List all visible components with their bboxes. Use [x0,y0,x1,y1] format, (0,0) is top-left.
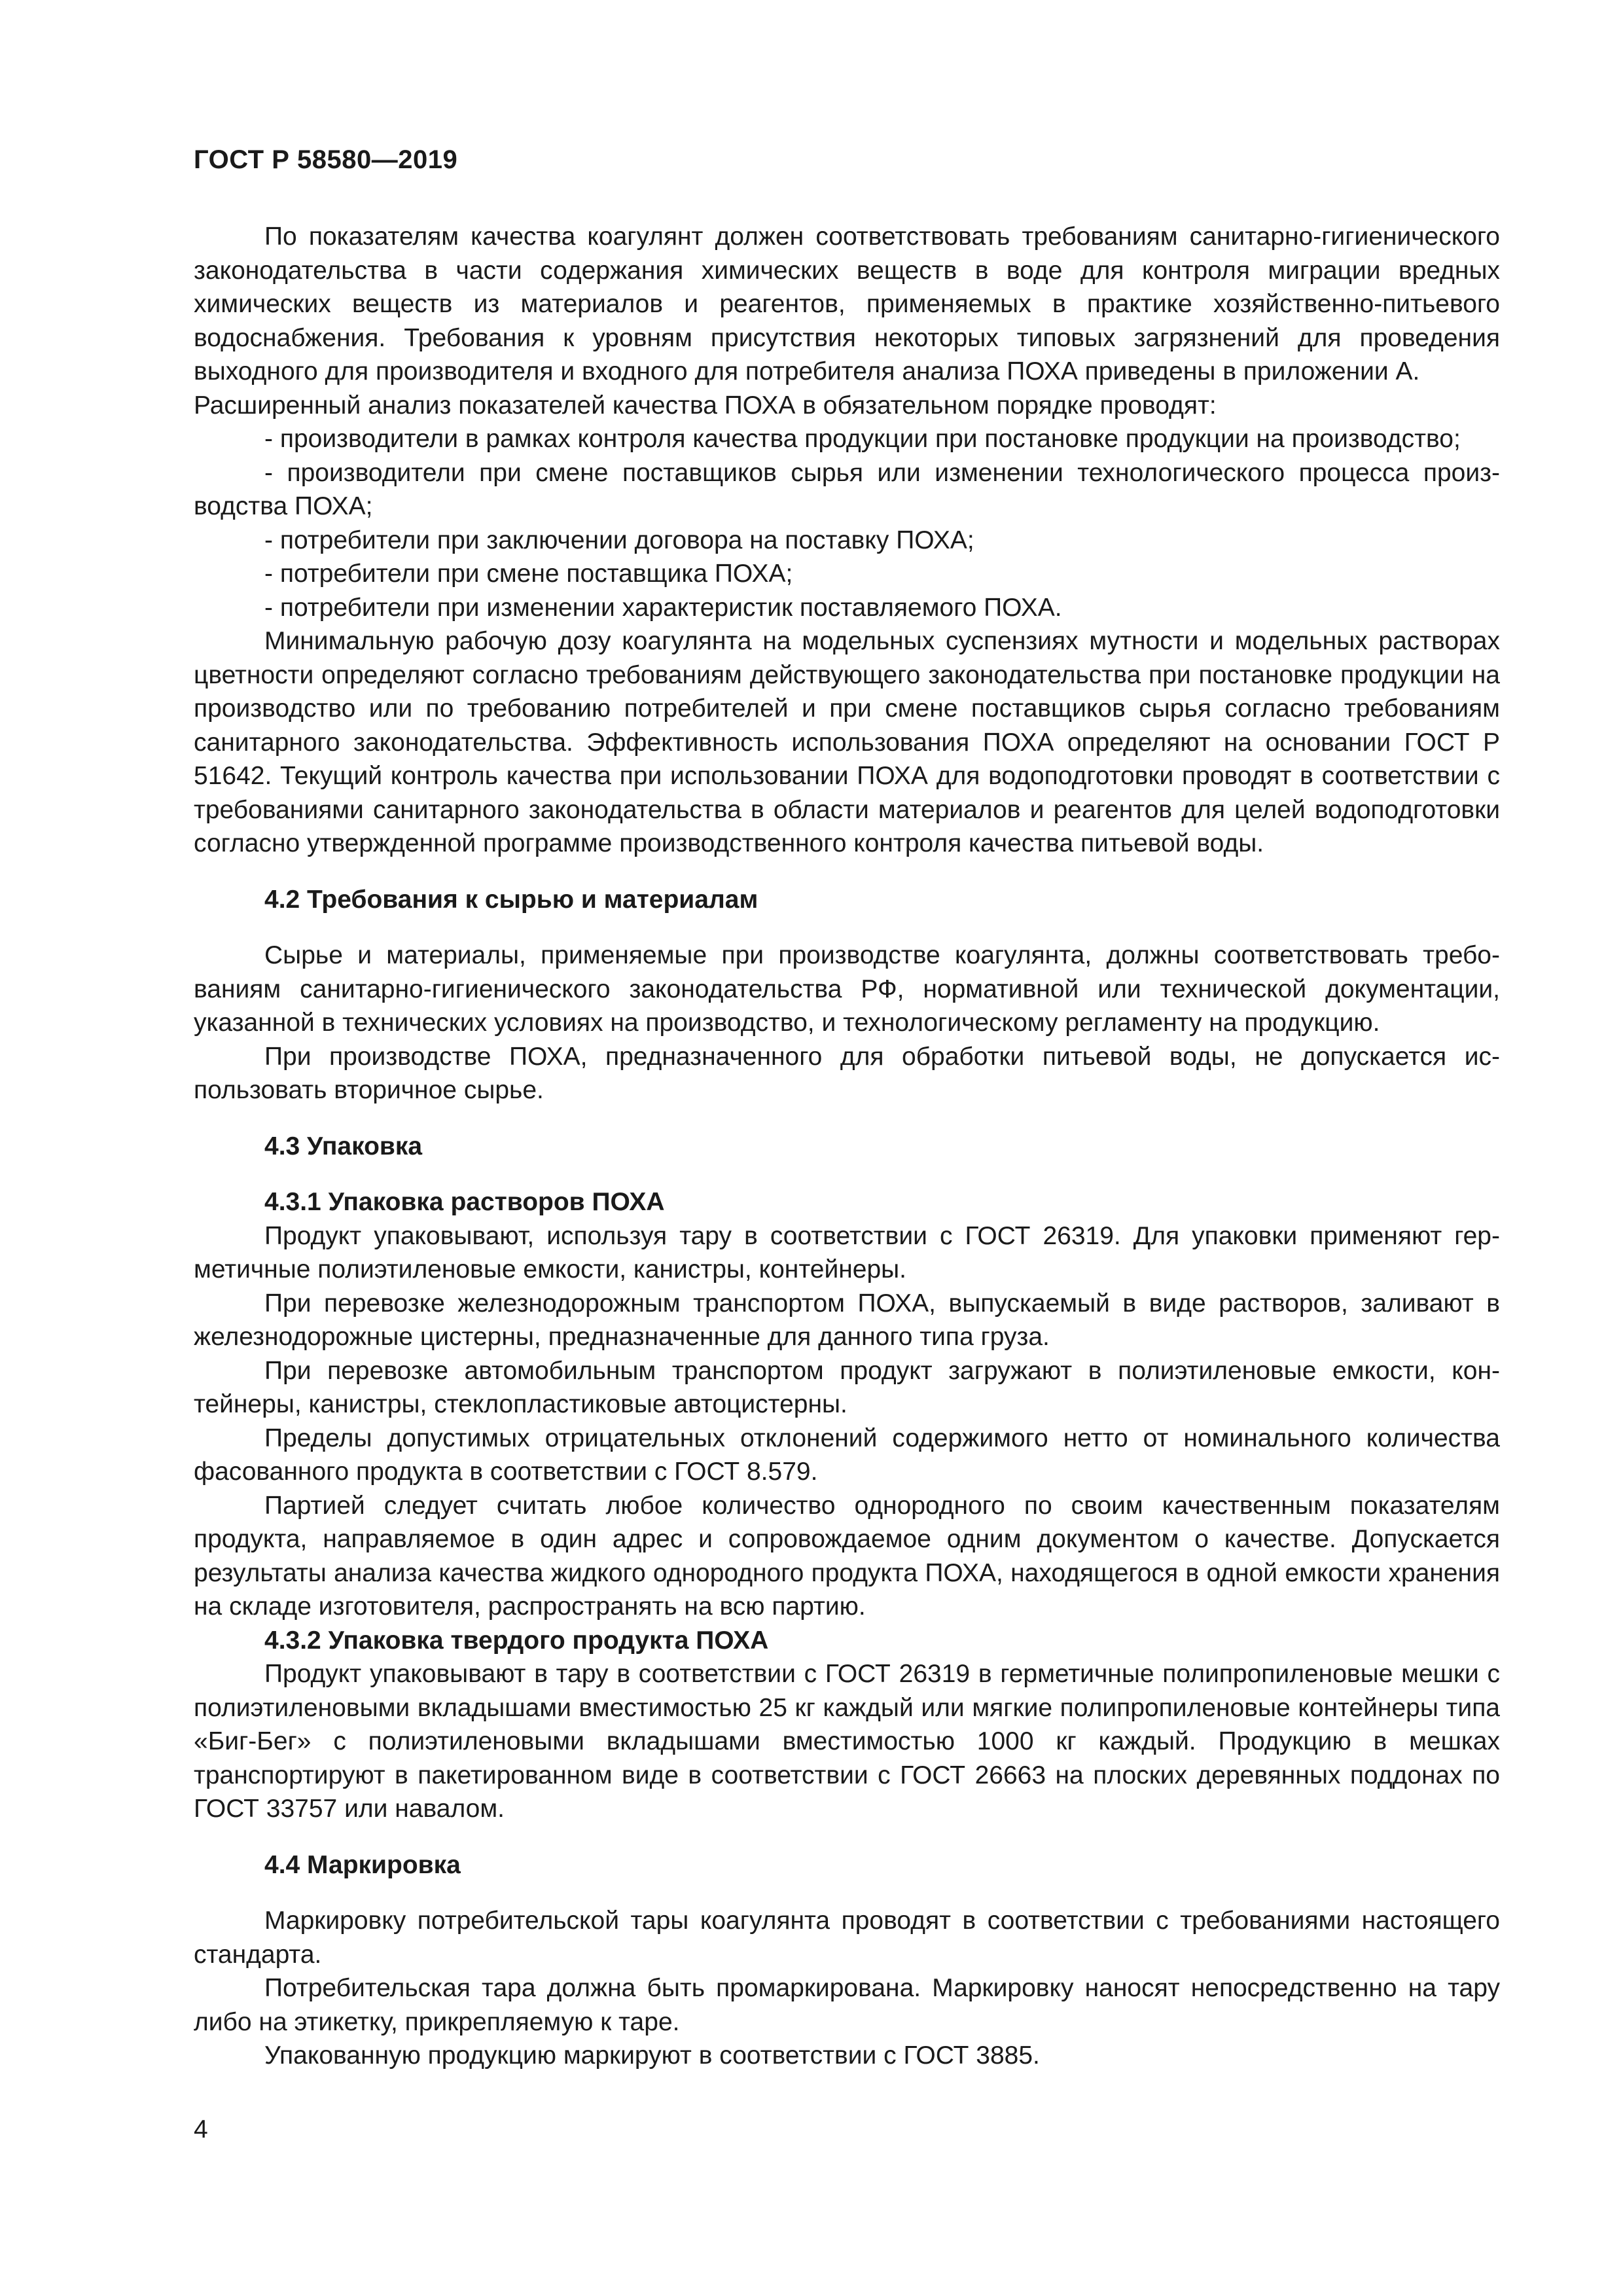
section-heading-4-3: 4.3 Упаковка [264,1132,423,1160]
list-item: - потребители при заключении договора на поставку ПОХА; [264,526,974,554]
paragraph-marking-consumer: Маркировку потребительской тары коагулянта проводят в соответствии с требованиями настоящего стандарта. [194,1907,1500,1969]
list-item: - потребители при смене поставщика ПОХА; [264,560,793,588]
paragraph-secondary-raw: При производстве ПОХА, предназначенного для обработки питьевой воды, не допускается использовать вторичное сырье. [194,1042,1500,1104]
paragraph-quality-requirements: По показателям качества коагулянт должен соответствовать требованиям санитарно-гигиенического законодательства в части содержания химических веществ в воде для контроля миграции вредных химических веществ из материалов и реагентов, применяемых в практике хозяйственно-питьевого водоснабжения. Требования к уровням присутствия некоторых типовых загрязнений для проведения выходного для производителя и входного для потребителя анализа ПОХА приведены в приложении А. [194,223,1500,386]
paragraph-extended-analysis: Расширенный анализ показателей качества ПОХА в обязательном порядке проводят: [194,391,1217,420]
paragraph-marking-method: Потребительская тара должна быть промаркирована. Маркировку наносят непосредственно на тару либо на этикетку, прикрепляемую к таре. [194,1974,1500,2036]
section-heading-4-3-1: 4.3.1 Упаковка растворов ПОХА [264,1188,665,1216]
paragraph-min-dose: Минимальную рабочую дозу коагулянта на модельных суспензиях мутности и модельных растворах цветности определяют согласно требованиям действующего законодательства при постановке продукции на производство или по требованию потребителей и при смене поставщиков сырья согласно требованиям санитарного законодательства. Эффективность использования ПОХА определяют на основании ГОСТ Р 51642. Текущий контроль качества при использовании ПОХА для водоподготовки проводят в соответствии с требованиями санитарного законодательства в области материалов и реагентов для целей водоподготовки согласно утвержденной программе производственного контроля качества питьевой воды. [194,627,1500,857]
paragraph-railway-transport: При перевозке железнодорожным транспортом ПОХА, выпускаемый в виде растворов, заливают в железнодорожные цистерны, предназначенные для данного типа груза. [194,1289,1500,1351]
paragraph-packaging-solid: Продукт упаковывают в тару в соответствии с ГОСТ 26319 в герметичные полипропиленовые мешки с полиэтиленовыми вкладышами вместимостью 25 кг каждый или мягкие полипропиленовые контейнеры типа «Биг-Бег» с полиэтиленовыми вкладышами вместимостью 1000 кг каждый. Продукцию в мешках транспортируют в пакетированном виде в соответствии с ГОСТ 26663 на плоских деревянных поддонах по ГОСТ 33757 или навалом. [194,1660,1500,1823]
paragraph-raw-materials: Сырье и материалы, применяемые при производстве коагулянта, должны соответствовать требованиям санитарно-гигиенического законодательства РФ, нормативной или технической документации, указанной в технических условиях на производство, и технологическому регламенту на продукцию. [194,941,1500,1037]
document-header: ГОСТ Р 58580—2019 [194,145,458,174]
section-heading-4-3-2: 4.3.2 Упаковка твердого продукта ПОХА [264,1626,769,1655]
analysis-list [194,422,1500,624]
list-item: - потребители при изменении характеристик поставляемого ПОХА. [264,593,1062,622]
section-heading-4-4: 4.4 Маркировка [264,1850,461,1879]
paragraph-net-deviations: Пределы допустимых отрицательных отклонений содержимого нетто от номинального количества фасованного продукта в соответствии с ГОСТ 8.579. [194,1424,1500,1486]
paragraph-road-transport: При перевозке автомобильным транспортом продукт загружают в полиэтиленовые емкости, контейнеры, канистры, стеклопластиковые автоцистерны. [194,1356,1500,1418]
page-number: 4 [194,2115,208,2144]
document-body [194,220,1500,2073]
paragraph-packaging-solutions: Продукт упаковывают, используя тару в соответствии с ГОСТ 26319. Для упаковки применяют герметичные полиэтиленовые емкости, канистры, контейнеры. [194,1221,1500,1283]
list-item: - производители при смене поставщиков сырья или изменении технологического процесса производства ПОХА; [194,458,1500,520]
paragraph-marking-packed: Упакованную продукцию маркируют в соответствии с ГОСТ 3885. [264,2041,1040,2070]
paragraph-batch-definition: Партией следует считать любое количество однородного по своим качественным показателям продукта, направляемое в один адрес и сопровождаемое одним документом о качестве. Допускается результаты анализа качества жидкого однородного продукта ПОХА, находящегося в одной емкости хранения на складе изготовителя, распространять на всю партию. [194,1491,1500,1621]
list-item: - производители в рамках контроля качества продукции при постановке продукции на производство; [264,425,1461,453]
section-heading-4-2: 4.2 Требования к сырью и материалам [264,885,758,914]
